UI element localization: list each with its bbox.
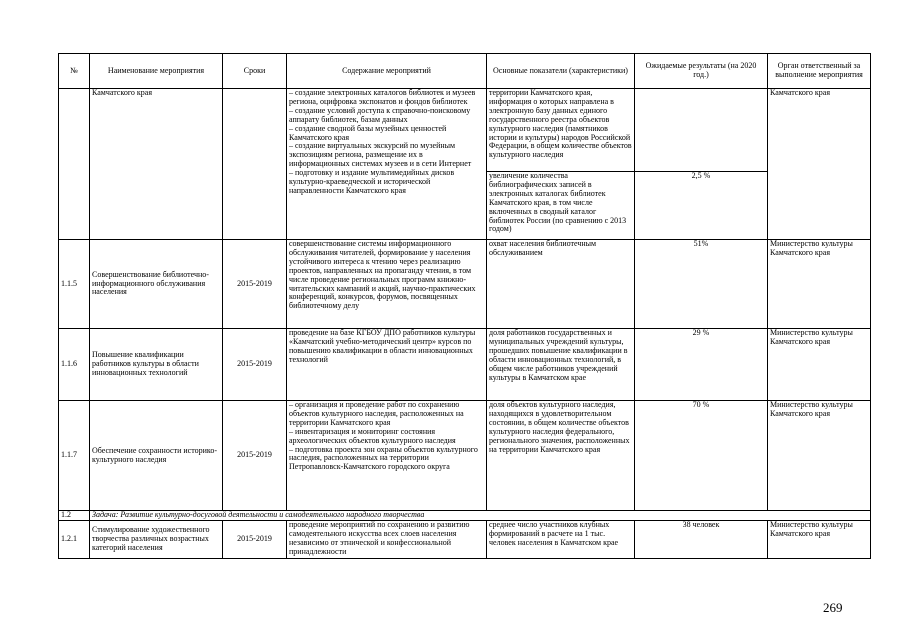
task-num: 1.2 xyxy=(59,511,90,521)
header-row xyxy=(59,54,871,89)
cell-num: 1.1.7 xyxy=(59,401,90,511)
table-row xyxy=(59,329,871,401)
cell-terms: 2015-2019 xyxy=(223,521,287,559)
cell-result: 51% xyxy=(635,240,768,329)
header-indicators: Основные показатели (характеристики) xyxy=(487,54,635,89)
program-table xyxy=(58,53,871,559)
cell-result: 70 % xyxy=(635,401,768,511)
page-number: 269 xyxy=(823,600,843,615)
cell-indicators: территории Камчатского края, информация о которых направлена в электронную базу данных единого государственного реестра объектов культурного наследия (памятников истории и культуры) народов Российской Федерации, в общем количестве объектов культурного наследия xyxy=(487,89,635,172)
cell-organ: Министерство культуры Камчатского края xyxy=(768,401,871,511)
cell-indicators: доля объектов культурного наследия, находящихся в удовлетворительном состоянии, в общем количестве объектов культурного наследия федерального, регионального значения, расположенных на территории Камчатского края xyxy=(487,401,635,511)
cell-num: 1.1.5 xyxy=(59,240,90,329)
cell-organ: Министерство культуры Камчатского края xyxy=(768,521,871,559)
cell-result: 38 человек xyxy=(635,521,768,559)
table-row xyxy=(59,401,871,511)
cell-content: – создание электронных каталогов библиотек и музеев региона, оцифровка экспонатов и фондов библиотек – создание условий доступа к справочно-поисковому аппарату библиотек, базам данных – создание сводной базы музейных ценностей Камчатского края – создание виртуальных экскурсий по музейным экспозициям региона, размещение их в информационных системах музеев и в сети Интернет – подготовку и издание мультимедийных дисков культурно-краеведческой и исторической направленности Камчатского края xyxy=(287,89,487,240)
cell-result: 2,5 % xyxy=(635,172,768,240)
task-text: Задача: Развитие культурно-досуговой деятельности и самодеятельного народного творчества xyxy=(90,511,871,521)
cell-content: совершенствование системы информационного обслуживания читателей, формирование у населения устойчивого интереса к чтению через реализацию проектов, направленных на пропаганду чтения, в том числе проведение региональных программ книжно-читательских кампаний и акций, научно-практических конференций, конкурсов, форумов, посвященных библиотечному делу xyxy=(287,240,487,329)
cell-num: 1.1.6 xyxy=(59,329,90,401)
table-row xyxy=(59,240,871,329)
cell-name: Камчатского края xyxy=(90,89,223,240)
cell-num: 1.2.1 xyxy=(59,521,90,559)
header-name: Наименование мероприятия xyxy=(90,54,223,89)
header-organ: Орган ответственный за выполнение мероприятия xyxy=(768,54,871,89)
cell-organ: Камчатского края xyxy=(768,89,871,240)
cell-name: Обеспечение сохранности историко-культурного наследия xyxy=(90,401,223,511)
header-results: Ожидаемые результаты (на 2020 год.) xyxy=(635,54,768,89)
cell-content: проведение мероприятий по сохранению и развитию самодеятельного искусства всех слоев населения независимо от этнической и конфессиональной принадлежности xyxy=(287,521,487,559)
table-row xyxy=(59,89,871,172)
cell-organ: Министерство культуры Камчатского края xyxy=(768,329,871,401)
cell-name: Стимулирование художественного творчества различных возрастных категорий населения xyxy=(90,521,223,559)
header-num: № xyxy=(59,54,90,89)
cell-name: Повышение квалификации работников культуры в области инновационных технологий xyxy=(90,329,223,401)
cell-terms xyxy=(223,89,287,240)
header-content: Содержание мероприятий xyxy=(287,54,487,89)
header-terms: Сроки xyxy=(223,54,287,89)
cell-organ: Министерство культуры Камчатского края xyxy=(768,240,871,329)
cell-num xyxy=(59,89,90,240)
cell-indicators: доля работников государственных и муниципальных учреждений культуры, прошедших повышение квалификации в области инновационных технологий, в общем числе работников учреждений культуры в Камчатском крае xyxy=(487,329,635,401)
cell-terms: 2015-2019 xyxy=(223,401,287,511)
cell-indicators: охват населения библиотечным обслуживанием xyxy=(487,240,635,329)
cell-terms: 2015-2019 xyxy=(223,240,287,329)
cell-terms: 2015-2019 xyxy=(223,329,287,401)
cell-content: проведение на базе КГБОУ ДПО работников культуры «Камчатский учебно-методический центр» курсов по повышению квалификации в области инновационных технологий xyxy=(287,329,487,401)
table-row xyxy=(59,521,871,559)
cell-result: 29 % xyxy=(635,329,768,401)
cell-indicators: увеличение количества библиографических записей в электронных каталогах библиотек Камчатского края, в том числе включенных в сводный каталог библиотек России (по сравнению с 2013 годом) xyxy=(487,172,635,240)
cell-content: – организация и проведение работ по сохранению объектов культурного наследия, расположенных на территории Камчатского края – инвентаризация и мониторинг состояния археологических объектов культурного наследия – подготовка проекта зон охраны объектов культурного наследия, расположенных на территории Петропавловск-Камчатского городского округа xyxy=(287,401,487,511)
cell-indicators: среднее число участников клубных формирований в расчете на 1 тыс. человек населения в Камчатском крае xyxy=(487,521,635,559)
cell-result xyxy=(635,89,768,172)
task-row xyxy=(59,511,871,521)
cell-name: Совершенствование библиотечно-информационного обслуживания населения xyxy=(90,240,223,329)
